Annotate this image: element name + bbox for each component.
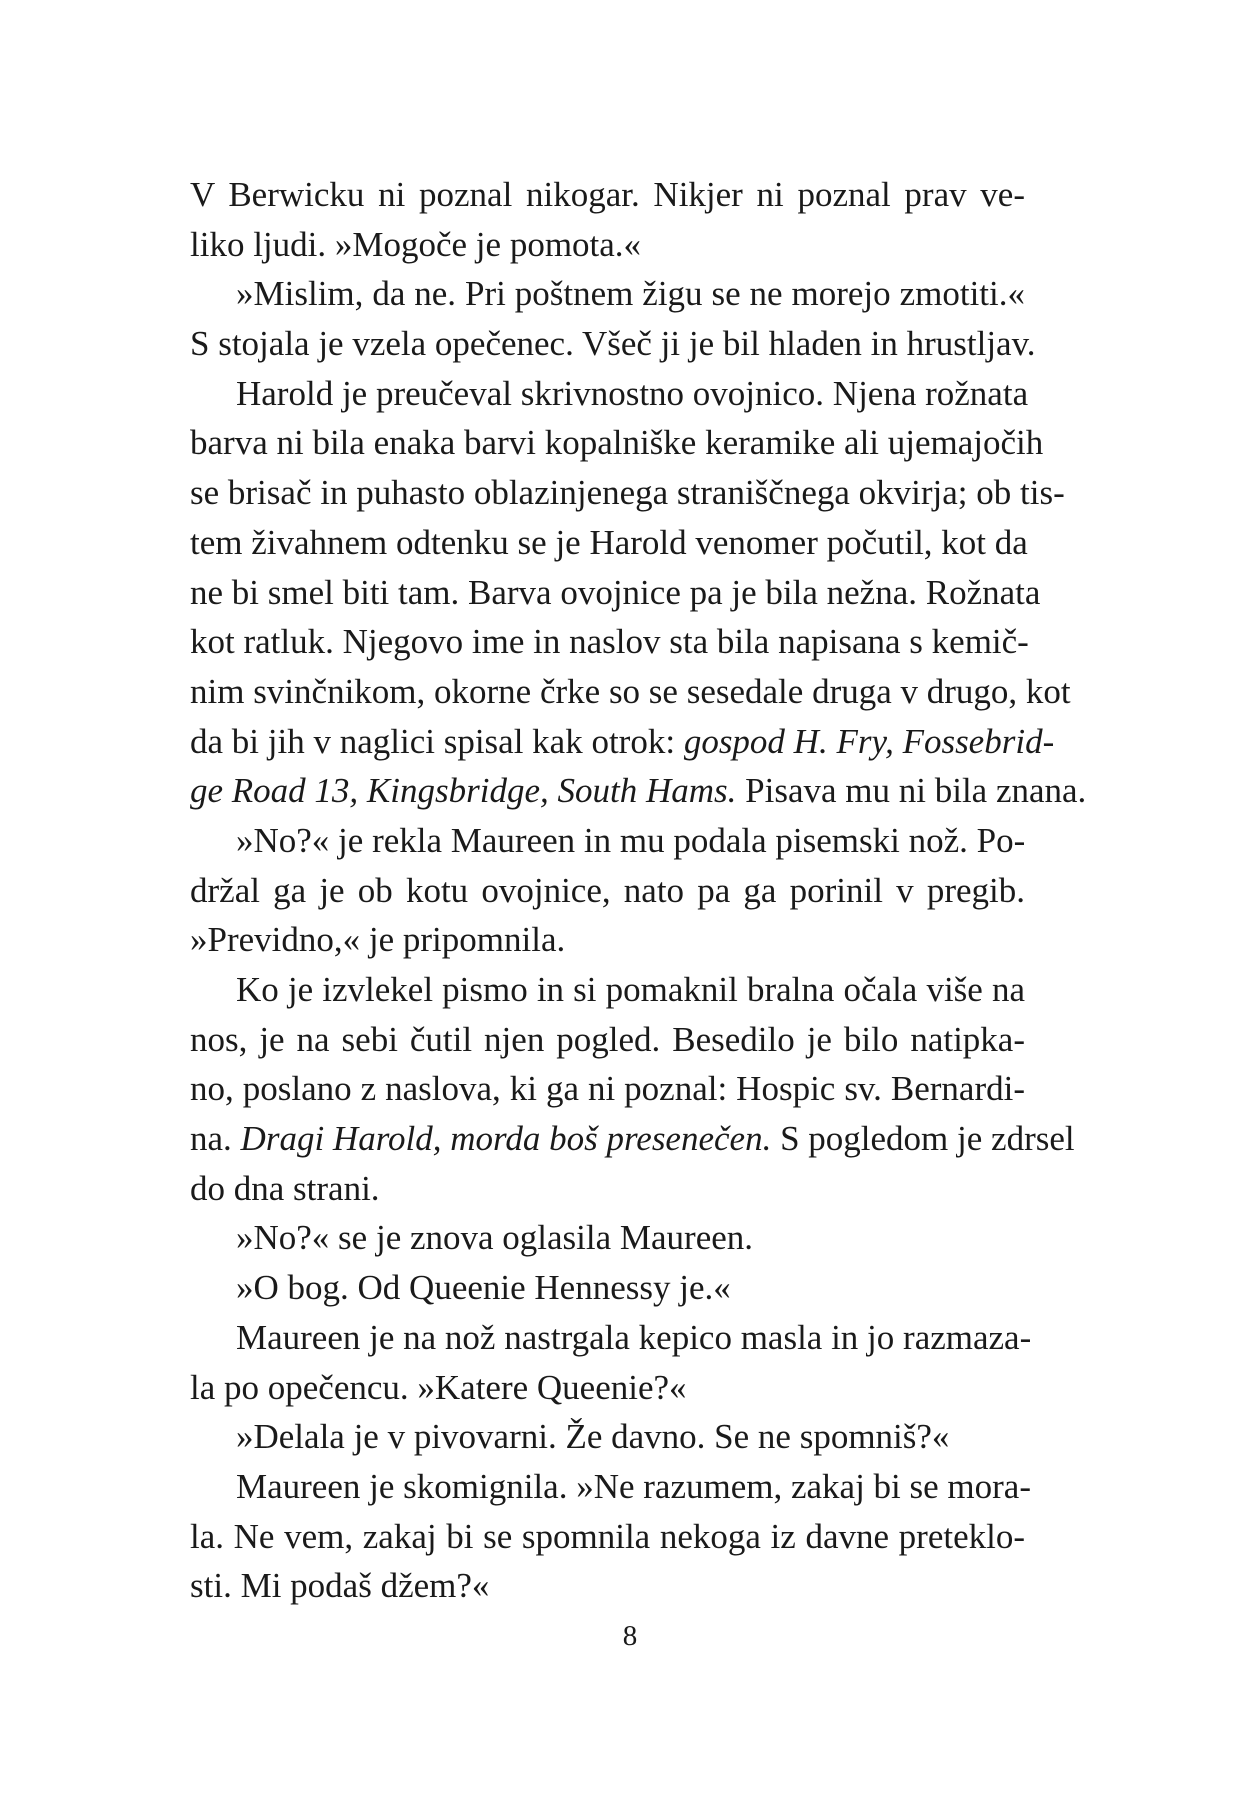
text-line <box>190 667 1071 717</box>
text-line <box>190 319 1036 369</box>
text-segment: la po opečencu. »Katere Queenie?« <box>190 1367 687 1407</box>
text-segment: »No?« je rekla Maureen in mu podala pisemski nož. Po- <box>236 820 1026 860</box>
text-line <box>190 1064 1025 1114</box>
text-line <box>190 269 1025 319</box>
text-segment: »Delala je v pivovarni. Že davno. Se ne spomniš?« <box>236 1417 950 1457</box>
text-line <box>190 1512 1025 1562</box>
text-segment: Maureen je na nož nastrgala kepico masla in jo razmaza- <box>236 1317 1032 1357</box>
text-line <box>190 1561 1025 1611</box>
text-line <box>190 1114 1075 1164</box>
text-segment: sti. Mi podaš džem?« <box>190 1566 490 1606</box>
text-line <box>190 915 1025 965</box>
text-line <box>190 816 1025 866</box>
text-line <box>190 1263 1025 1313</box>
text-line <box>190 170 1025 220</box>
text-line <box>190 1213 1025 1263</box>
text-line <box>190 1164 1025 1214</box>
text-segment: barva ni bila enaka barvi kopalniške keramike ali ujemajočih <box>190 423 1044 463</box>
text-segment: nim svinčnikom, okorne črke so se sesedale druga v drugo, kot <box>190 671 1071 711</box>
text-segment: ne bi smel biti tam. Barva ovojnice pa je bila nežna. Rožnata <box>190 572 1041 612</box>
body-text <box>190 170 1087 1611</box>
italic-text-segment: gospod H. Fry, Fossebrid- <box>683 721 1055 761</box>
page-number: 8 <box>622 1620 638 1652</box>
text-line <box>190 568 1041 618</box>
text-line <box>190 717 1055 767</box>
text-segment: držal ga je ob kotu ovojnice, nato pa ga porinil v pregib. <box>190 870 1025 910</box>
text-line <box>190 468 1065 518</box>
text-line <box>190 418 1044 468</box>
text-line <box>190 766 1087 816</box>
italic-text-segment: Dragi Harold, morda boš presenečen. <box>240 1119 772 1159</box>
italic-text-segment: ge Road 13, Kingsbridge, South Hams. <box>190 771 737 811</box>
text-segment: »Previdno,« je pripomnila. <box>190 920 566 960</box>
text-segment: do dna strani. <box>190 1168 380 1208</box>
text-segment: Pisava mu ni bila znana. <box>736 771 1087 811</box>
text-line <box>190 1363 1025 1413</box>
text-line <box>190 518 1028 568</box>
text-segment: kot ratluk. Njegovo ime in naslov sta bila napisana s kemič- <box>190 622 1029 662</box>
text-line <box>190 617 1029 667</box>
text-segment: se brisač in puhasto oblazinjenega straniščnega okvirja; ob tis- <box>190 473 1065 513</box>
text-line <box>190 220 1025 270</box>
text-segment: Harold je preučeval skrivnostno ovojnico. Njena rožnata <box>236 373 1029 413</box>
text-segment: da bi jih v naglici spisal kak otrok: <box>190 721 684 761</box>
text-line <box>190 866 1025 916</box>
text-segment: »Mislim, da ne. Pri poštnem žigu se ne morejo zmotiti.« <box>236 274 1025 314</box>
text-segment: nos, je na sebi čutil njen pogled. Besedilo je bilo natipka- <box>190 1019 1025 1059</box>
text-segment: tem živahnem odtenku se je Harold venomer počutil, kot da <box>190 522 1028 562</box>
text-segment: V Berwicku ni poznal nikogar. Nikjer ni poznal prav ve- <box>190 175 1025 214</box>
text-segment: »O bog. Od Queenie Hennessy je.« <box>236 1268 731 1308</box>
text-line <box>190 1462 1031 1512</box>
text-segment: S stojala je vzela opečenec. Všeč ji je bil hladen in hrustljav. <box>190 324 1036 364</box>
text-segment: S pogledom je zdrsel <box>771 1119 1075 1159</box>
text-line <box>190 1015 1025 1065</box>
text-segment: liko ljudi. »Mogoče je pomota.« <box>190 224 642 264</box>
text-segment: no, poslano z naslova, ki ga ni poznal: Hospic sv. Bernardi- <box>190 1069 1025 1109</box>
text-segment: na. <box>190 1119 241 1159</box>
text-line <box>190 1412 1025 1462</box>
text-line <box>190 965 1025 1015</box>
text-segment: Maureen je skomignila. »Ne razumem, zakaj bi se mora- <box>236 1466 1031 1506</box>
text-segment: la. Ne vem, zakaj bi se spomnila nekoga iz davne preteklo- <box>190 1516 1025 1556</box>
text-segment: Ko je izvlekel pismo in si pomaknil bralna očala više na <box>236 970 1025 1009</box>
text-segment: »No?« se je znova oglasila Maureen. <box>236 1218 754 1258</box>
text-line <box>190 1313 1032 1363</box>
text-line <box>190 369 1029 419</box>
